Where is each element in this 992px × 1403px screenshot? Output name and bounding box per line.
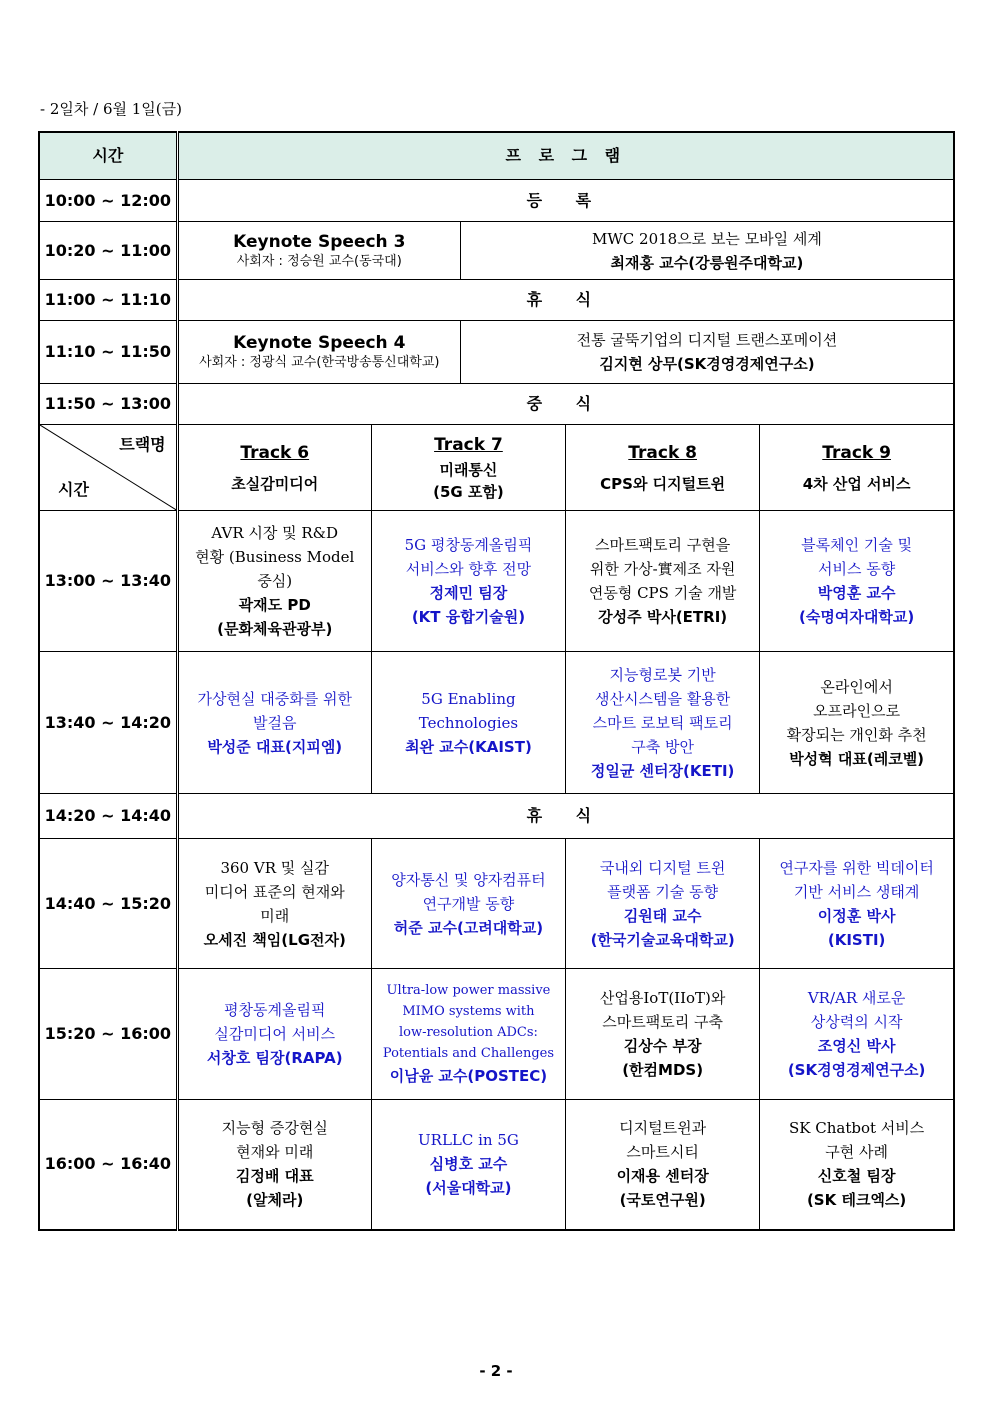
- schedule-table: [38, 131, 955, 1231]
- session-topic: 산업용IoT(IIoT)와: [599, 989, 726, 1007]
- session-speaker: 이정훈 박사: [817, 906, 896, 925]
- track-subtitle: 미래통신: [439, 460, 498, 479]
- session-topic: 5G 평창동계올림픽: [404, 536, 533, 554]
- session-topic: 생산시스템을 활용한: [595, 689, 731, 708]
- keynote-moderator: 사회자 : 정승원 교수(동국대): [236, 253, 402, 269]
- session-cell: [371, 1100, 565, 1230]
- session-topic: 지능형 증강현실: [221, 1119, 328, 1138]
- session-speaker: 신호철 팀장: [817, 1167, 896, 1186]
- session-topic: 연구자를 위한 빅데이터: [779, 858, 934, 877]
- session-topic: 구축 방안: [631, 737, 695, 756]
- session-topic: 위한 가상-實제조 자원: [589, 560, 736, 578]
- page-number: - 2 -: [479, 1362, 513, 1380]
- session-topic: 스마트 로보틱 팩토리: [592, 713, 733, 732]
- session-speaker: 곽재도 PD: [238, 596, 311, 614]
- session-topic: 지능형로봇 기반: [609, 665, 716, 684]
- session-topic: 서비스와 향후 전망: [405, 560, 532, 578]
- keynote-title: Keynote Speech 3: [233, 231, 406, 252]
- keynote3-talk-cell: [460, 222, 954, 280]
- keynote4-talk-cell: [460, 321, 954, 384]
- session-topic: 360 VR 및 실감: [220, 858, 330, 877]
- session-topic: 상상력의 시작: [810, 1013, 903, 1031]
- sessions-after-break: [39, 839, 954, 1230]
- keynote4-title-cell: [177, 321, 460, 384]
- session-cell: [177, 969, 371, 1100]
- session-cell: [371, 839, 565, 969]
- time-cell: 11:50 ~ 13:00: [39, 384, 177, 425]
- track-name: Track 7: [434, 434, 503, 455]
- track-time-diagonal: [39, 425, 177, 511]
- session-cell: [566, 839, 760, 969]
- keynote3-title-cell: [177, 222, 460, 280]
- track-name: Track 9: [822, 442, 891, 463]
- session-cell: [566, 652, 760, 794]
- registration-row: [39, 180, 954, 222]
- track-subtitle: 초실감미디어: [231, 474, 319, 493]
- session-topic: 현재와 미래: [236, 1143, 314, 1162]
- time-label: 시간: [58, 480, 89, 499]
- track-6-header: [177, 425, 371, 511]
- track-name: Track 6: [240, 442, 310, 463]
- session-speaker: 조영신 박사: [817, 1037, 896, 1055]
- session-cell: [566, 511, 760, 652]
- session-speaker: 강성주 박사(ETRI): [598, 608, 728, 626]
- session-topic: 기반 서비스 생태계: [793, 882, 920, 901]
- session-topic: 실감미디어 서비스: [214, 1025, 336, 1043]
- session-row: [39, 969, 954, 1100]
- session-cell: [177, 1100, 371, 1230]
- break-label: 휴 식: [177, 280, 954, 321]
- time-cell: 13:00 ~ 13:40: [39, 511, 177, 652]
- keynote-title: Keynote Speech 4: [233, 333, 406, 353]
- session-topic: 스마트시티: [626, 1143, 699, 1162]
- session-cell: [371, 652, 565, 794]
- session-topic: 확장되는 개인화 추천: [786, 725, 927, 744]
- session-speaker: 김정배 대표: [235, 1167, 314, 1186]
- session-topic: URLLC in 5G: [418, 1131, 519, 1150]
- session-speaker: (문화체육관광부): [217, 620, 333, 638]
- session-speaker: 박성준 대표(지피엠): [207, 737, 343, 756]
- session-speaker: 정제민 팀장: [429, 584, 508, 602]
- session-topic: 현황 (Business Model: [195, 548, 355, 566]
- header-row: [39, 132, 954, 180]
- header-time: 시간: [39, 132, 177, 180]
- session-topic: 연구개발 동향: [422, 894, 515, 913]
- time-cell: 10:00 ~ 12:00: [39, 180, 177, 222]
- session-speaker: 박영훈 교수: [817, 584, 896, 602]
- time-cell: 10:20 ~ 11:00: [39, 222, 177, 280]
- session-topic: Technologies: [418, 713, 519, 732]
- session-topic: 발걸음: [253, 713, 297, 732]
- session-cell: [177, 511, 371, 652]
- session-speaker: (국토연구원): [619, 1191, 706, 1210]
- keynote4-row: [39, 321, 954, 384]
- session-speaker: 최완 교수(KAIST): [405, 737, 532, 756]
- track-name: Track 8: [628, 442, 697, 463]
- session-row: [39, 652, 954, 794]
- session-speaker: 심병호 교수: [429, 1155, 508, 1174]
- session-cell: [177, 652, 371, 794]
- break-label: 휴 식: [177, 794, 954, 839]
- session-speaker: 정일균 센터장(KETI): [590, 761, 735, 780]
- session-speaker: (서울대학교): [425, 1179, 512, 1198]
- time-cell: 11:00 ~ 11:10: [39, 280, 177, 321]
- session-topic: VR/AR 새로운: [807, 989, 906, 1007]
- break1-row: [39, 280, 954, 321]
- session-topic: 5G Enabling: [421, 689, 516, 708]
- track-8-header: [566, 425, 760, 511]
- session-topic: 평창동계올림픽: [224, 1001, 326, 1019]
- keynote-topic: 전통 굴뚝기업의 디지털 트랜스포메이션: [576, 331, 838, 349]
- session-topic: 오프라인으로: [813, 701, 901, 720]
- session-topic: 중심): [257, 572, 293, 590]
- session-topic: 구현 사례: [825, 1143, 888, 1162]
- session-cell: [177, 839, 371, 969]
- session-topic: 디지털트윈과: [619, 1119, 707, 1138]
- track-9-header: [760, 425, 954, 511]
- session-topic: Potentials and Challenges: [382, 1046, 555, 1061]
- session-cell: [566, 969, 760, 1100]
- session-topic: 서비스 동향: [818, 560, 896, 578]
- session-cell: [760, 652, 954, 794]
- session-speaker: (숙명여자대학교): [799, 608, 915, 626]
- session-row: [39, 839, 954, 969]
- session-topic: MIMO systems with: [402, 1004, 535, 1019]
- session-cell: [760, 1100, 954, 1230]
- session-speaker: 김상수 부장: [623, 1037, 702, 1055]
- session-topic: AVR 시장 및 R&D: [211, 524, 339, 542]
- session-topic: 가상현실 대중화를 위한: [197, 689, 352, 708]
- session-speaker: 허준 교수(고려대학교): [393, 918, 544, 937]
- registration-label: 등 록: [177, 180, 954, 222]
- time-cell: 15:20 ~ 16:00: [39, 969, 177, 1100]
- lunch-row: [39, 384, 954, 425]
- session-speaker: (SK경영경제연구소): [787, 1061, 926, 1079]
- session-topic: 스마트팩토리 구축: [602, 1013, 723, 1031]
- keynote-moderator: 사회자 : 정광식 교수(한국방송통신대학교): [199, 355, 440, 370]
- time-cell: 13:40 ~ 14:20: [39, 652, 177, 794]
- session-speaker: 오세진 책임(LG전자): [203, 930, 346, 949]
- track-subtitle: CPS와 디지털트윈: [600, 474, 726, 493]
- session-cell: [371, 969, 565, 1100]
- session-topic: 국내외 디지털 트윈: [599, 858, 726, 877]
- track-header-row: [39, 425, 954, 511]
- session-cell: [760, 511, 954, 652]
- session-topic: 블록체인 기술 및: [801, 536, 913, 554]
- keynote-speaker: 김지현 상무(SK경영경제연구소): [599, 355, 815, 373]
- track-subtitle: (5G 포함): [433, 482, 504, 501]
- session-topic: 플랫폼 기술 동향: [607, 882, 719, 901]
- keynote-speaker: 최재홍 교수(강릉원주대학교): [610, 253, 804, 272]
- session-topic: SK Chatbot 서비스: [788, 1119, 925, 1138]
- day-title: - 2일차 / 6월 1일(금): [40, 100, 182, 118]
- session-topic: 미디어 표준의 현재와: [204, 882, 345, 901]
- session-topic: 스마트팩토리 구현을: [595, 536, 731, 554]
- time-cell: 16:00 ~ 16:40: [39, 1100, 177, 1230]
- session-topic: 양자통신 및 양자컴퓨터: [391, 870, 546, 889]
- lunch-label: 중 식: [177, 384, 954, 425]
- session-row: [39, 1100, 954, 1230]
- time-cell: 14:40 ~ 15:20: [39, 839, 177, 969]
- keynote3-row: [39, 222, 954, 280]
- session-speaker: 서창호 팀장(RAPA): [206, 1049, 343, 1067]
- session-topic: 미래: [260, 906, 290, 925]
- time-cell: 14:20 ~ 14:40: [39, 794, 177, 839]
- session-speaker: 이남윤 교수(POSTEC): [389, 1067, 548, 1085]
- session-cell: [760, 839, 954, 969]
- session-cell: [760, 969, 954, 1100]
- session-speaker: (KISTI): [827, 930, 886, 949]
- track-7-header: [371, 425, 565, 511]
- break2-row: [39, 794, 954, 839]
- keynote-topic: MWC 2018으로 보는 모바일 세계: [592, 229, 822, 248]
- session-topic: 연동형 CPS 기술 개발: [588, 584, 737, 602]
- session-speaker: 이재용 센터장: [616, 1167, 709, 1186]
- session-speaker: 박성혁 대표(레코벨): [789, 749, 925, 768]
- session-topic: Ultra-low power massive: [386, 983, 551, 998]
- session-speaker: (한국기술교육대학교): [590, 930, 735, 949]
- session-topic: low-resolution ADCs:: [398, 1025, 538, 1040]
- time-cell: 11:10 ~ 11:50: [39, 321, 177, 384]
- session-cell: [371, 511, 565, 652]
- sessions-before-break: [39, 511, 954, 794]
- session-speaker: (KT 융합기술원): [411, 608, 526, 626]
- session-cell: [566, 1100, 760, 1230]
- header-program: 프 로 그 램: [177, 132, 954, 180]
- track-subtitle: 4차 산업 서비스: [802, 474, 911, 493]
- session-speaker: (한컴MDS): [622, 1061, 704, 1079]
- session-speaker: (SK 테크엑스): [806, 1191, 907, 1210]
- session-topic: 온라인에서: [820, 677, 893, 696]
- track-name-label: 트랙명: [119, 435, 166, 454]
- session-row: [39, 511, 954, 652]
- session-speaker: 김원태 교수: [623, 906, 702, 925]
- session-speaker: (알체라): [246, 1191, 304, 1210]
